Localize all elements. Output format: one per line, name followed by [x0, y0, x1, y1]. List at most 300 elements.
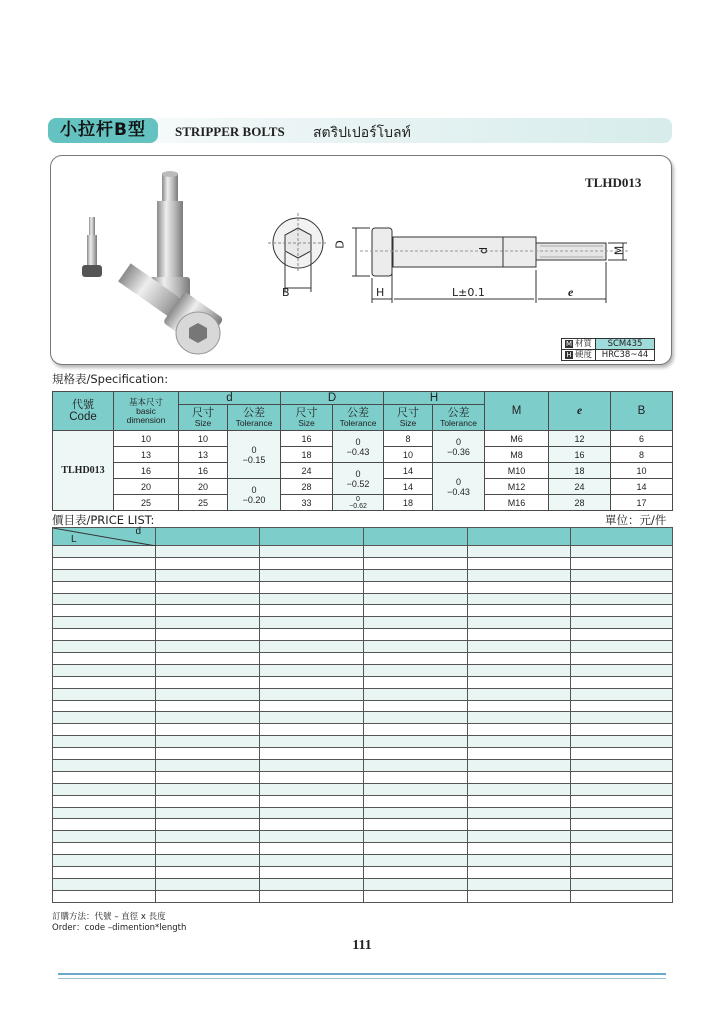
price-cell [364, 831, 468, 843]
header-H-size: 尺寸 Size [384, 405, 433, 431]
cell-d-size: 20 [179, 479, 228, 495]
price-cell [364, 557, 468, 569]
cell-basic: 13 [114, 447, 179, 463]
price-cell [468, 700, 571, 712]
dim-label-D: D [333, 240, 347, 249]
cell-d-tol: 0 −0.20 [228, 479, 281, 511]
price-cell [260, 867, 364, 879]
cell-basic: 16 [114, 463, 179, 479]
price-cell [468, 546, 571, 558]
price-cell [364, 819, 468, 831]
price-cell [53, 855, 156, 867]
price-cell [53, 676, 156, 688]
price-cell [364, 736, 468, 748]
price-cell [53, 878, 156, 890]
price-cell [260, 843, 364, 855]
spec-title: 規格表/Specification: [52, 372, 169, 386]
cell-D-size: 24 [281, 463, 333, 479]
product-photo [70, 165, 245, 355]
price-cell [156, 593, 260, 605]
header-H: H [384, 392, 485, 405]
spec-code: TLHD013 [53, 431, 114, 511]
price-header-cell [571, 528, 673, 546]
price-cell [364, 771, 468, 783]
price-header-row [53, 528, 673, 546]
price-cell [260, 676, 364, 688]
price-cell [364, 878, 468, 890]
price-row [53, 783, 673, 795]
price-cell [156, 605, 260, 617]
price-cell [364, 617, 468, 629]
price-cell [571, 736, 673, 748]
price-cell [571, 688, 673, 700]
price-cell [156, 855, 260, 867]
price-cell [260, 664, 364, 676]
price-cell [53, 557, 156, 569]
cell-D-tol: 0 −0.62 [333, 495, 384, 511]
price-cell [468, 629, 571, 641]
cell-B: 14 [611, 479, 673, 495]
price-cell [53, 807, 156, 819]
price-cell [571, 712, 673, 724]
cell-B: 17 [611, 495, 673, 511]
price-cell [571, 771, 673, 783]
price-cell [571, 783, 673, 795]
price-cell [571, 546, 673, 558]
order-method-en: Order：code –dimention*length [52, 923, 187, 933]
price-row [53, 819, 673, 831]
price-cell [364, 664, 468, 676]
price-cell [156, 581, 260, 593]
cell-M: M6 [485, 431, 549, 447]
price-cell [571, 819, 673, 831]
price-cell [364, 581, 468, 593]
price-cell [364, 629, 468, 641]
price-cell [53, 605, 156, 617]
cell-d-size: 10 [179, 431, 228, 447]
price-cell [571, 617, 673, 629]
price-cell [156, 878, 260, 890]
header-d-size: 尺寸 Size [179, 405, 228, 431]
cell-D-size: 16 [281, 431, 333, 447]
price-cell [156, 676, 260, 688]
price-cell [53, 867, 156, 879]
price-cell [468, 760, 571, 772]
price-cell [468, 641, 571, 653]
spec-table [52, 391, 673, 511]
cell-B: 6 [611, 431, 673, 447]
price-cell [468, 605, 571, 617]
price-cell [468, 712, 571, 724]
cell-d-size: 16 [179, 463, 228, 479]
hardness-label: 硬度 [575, 350, 593, 360]
price-cell [364, 569, 468, 581]
price-cell [260, 724, 364, 736]
price-cell [468, 890, 571, 902]
price-cell [364, 867, 468, 879]
price-cell [260, 546, 364, 558]
corner-label-d: d [135, 526, 141, 537]
price-cell [260, 771, 364, 783]
price-cell [468, 795, 571, 807]
price-cell [364, 807, 468, 819]
cell-D-tol: 0 −0.43 [333, 431, 384, 463]
cell-M: M10 [485, 463, 549, 479]
price-cell [571, 569, 673, 581]
price-row [53, 878, 673, 890]
price-cell [260, 736, 364, 748]
cell-basic: 20 [114, 479, 179, 495]
cell-d-tol: 0 −0.15 [228, 431, 281, 479]
cell-B: 10 [611, 463, 673, 479]
price-cell [468, 569, 571, 581]
header-code: 代號 Code [53, 392, 114, 431]
price-row [53, 855, 673, 867]
price-cell [156, 807, 260, 819]
price-row [53, 653, 673, 665]
price-cell [571, 831, 673, 843]
price-cell [260, 712, 364, 724]
price-row [53, 867, 673, 879]
cell-d-size: 13 [179, 447, 228, 463]
price-cell [364, 605, 468, 617]
title-english: STRIPPER BOLTS [175, 124, 285, 139]
price-cell [53, 760, 156, 772]
cell-basic: 25 [114, 495, 179, 511]
title-thai: สตริปเปอร์โบลท์ [313, 125, 411, 141]
price-cell [156, 641, 260, 653]
price-cell [260, 890, 364, 902]
price-row [53, 557, 673, 569]
price-cell [364, 700, 468, 712]
price-cell [260, 819, 364, 831]
price-cell [571, 855, 673, 867]
price-cell [156, 736, 260, 748]
price-cell [260, 748, 364, 760]
header-d-tol: 公差 Tolerance [228, 405, 281, 431]
price-row [53, 760, 673, 772]
cell-H-tol: 0 −0.36 [433, 431, 485, 463]
price-list-title: 價目表/PRICE LIST: [52, 513, 155, 527]
price-cell [260, 629, 364, 641]
price-cell [53, 546, 156, 558]
price-row [53, 700, 673, 712]
price-cell [364, 641, 468, 653]
price-cell [156, 653, 260, 665]
price-cell [156, 712, 260, 724]
price-cell [571, 890, 673, 902]
price-cell [468, 653, 571, 665]
price-cell [364, 855, 468, 867]
price-cell [53, 629, 156, 641]
price-cell [260, 878, 364, 890]
price-cell [468, 855, 571, 867]
price-cell [571, 748, 673, 760]
price-cell [53, 593, 156, 605]
price-cell [156, 867, 260, 879]
footer-rule [58, 973, 666, 975]
price-cell [53, 819, 156, 831]
price-cell [571, 878, 673, 890]
price-cell [156, 831, 260, 843]
dim-label-e: e [568, 285, 574, 299]
price-header-cell [156, 528, 260, 546]
price-cell [468, 807, 571, 819]
dim-label-d: d [476, 247, 490, 254]
material-value: SCM435 [596, 339, 655, 350]
price-cell [571, 629, 673, 641]
price-cell [156, 617, 260, 629]
price-cell [571, 795, 673, 807]
price-cell [364, 748, 468, 760]
price-cell [156, 795, 260, 807]
price-cell [468, 831, 571, 843]
price-cell [156, 819, 260, 831]
price-row [53, 581, 673, 593]
price-cell [571, 593, 673, 605]
cell-B: 8 [611, 447, 673, 463]
spec-row [53, 463, 673, 479]
price-cell [260, 700, 364, 712]
title-badge-cn: 小拉杆B型 [48, 118, 158, 143]
price-cell [260, 653, 364, 665]
price-cell [468, 676, 571, 688]
price-cell [571, 760, 673, 772]
spec-row [53, 495, 673, 511]
price-cell [364, 724, 468, 736]
price-cell [53, 771, 156, 783]
price-cell [468, 878, 571, 890]
price-cell [53, 795, 156, 807]
price-cell [468, 617, 571, 629]
price-corner-cell [53, 528, 156, 546]
price-cell [468, 771, 571, 783]
price-cell [53, 664, 156, 676]
price-unit: 單位：元/件 [605, 513, 667, 527]
dim-label-H: H [376, 286, 385, 299]
material-table [561, 338, 655, 361]
cell-M: M16 [485, 495, 549, 511]
price-row [53, 629, 673, 641]
cell-basic: 10 [114, 431, 179, 447]
price-cell [468, 664, 571, 676]
header-d: d [179, 392, 281, 405]
price-cell [571, 641, 673, 653]
cell-e: 18 [549, 463, 611, 479]
price-cell [468, 736, 571, 748]
price-cell [468, 843, 571, 855]
price-cell [468, 819, 571, 831]
price-row [53, 712, 673, 724]
price-cell [156, 664, 260, 676]
price-cell [53, 569, 156, 581]
cell-M: M12 [485, 479, 549, 495]
price-cell [468, 724, 571, 736]
price-cell [156, 760, 260, 772]
cell-e: 16 [549, 447, 611, 463]
price-row [53, 724, 673, 736]
hardness-icon: H [566, 351, 572, 359]
price-row [53, 843, 673, 855]
price-cell [571, 843, 673, 855]
price-cell [571, 653, 673, 665]
cell-D-size: 28 [281, 479, 333, 495]
price-cell [260, 641, 364, 653]
price-cell [468, 688, 571, 700]
price-cell [53, 617, 156, 629]
price-row [53, 617, 673, 629]
cell-e: 28 [549, 495, 611, 511]
cell-D-tol: 0 −0.52 [333, 463, 384, 495]
corner-label-L: L [71, 534, 77, 545]
price-cell [260, 795, 364, 807]
price-cell [260, 831, 364, 843]
price-header-cell [260, 528, 364, 546]
price-cell [156, 557, 260, 569]
material-icon: M [565, 340, 573, 348]
price-cell [53, 843, 156, 855]
price-cell [53, 700, 156, 712]
cell-H-size: 8 [384, 431, 433, 447]
dim-label-M: M [612, 245, 626, 256]
price-cell [156, 724, 260, 736]
price-cell [156, 700, 260, 712]
price-row [53, 641, 673, 653]
price-cell [364, 783, 468, 795]
price-cell [364, 890, 468, 902]
price-cell [571, 867, 673, 879]
price-cell [260, 581, 364, 593]
price-cell [53, 712, 156, 724]
price-cell [53, 783, 156, 795]
technical-drawing [255, 210, 645, 315]
price-row [53, 593, 673, 605]
price-cell [571, 700, 673, 712]
product-code-label: TLHD013 [585, 175, 642, 190]
price-cell [364, 843, 468, 855]
header-basic: 基本尺寸 basic dimension [114, 392, 179, 431]
header-e: e [549, 392, 611, 431]
cell-H-tol: 0 −0.43 [433, 463, 485, 511]
price-cell [53, 641, 156, 653]
price-cell [53, 724, 156, 736]
cell-D-size: 33 [281, 495, 333, 511]
price-row [53, 688, 673, 700]
price-cell [468, 557, 571, 569]
price-cell [260, 605, 364, 617]
price-row [53, 795, 673, 807]
price-cell [571, 724, 673, 736]
price-cell [260, 783, 364, 795]
price-cell [571, 676, 673, 688]
price-cell [260, 855, 364, 867]
dim-label-L: L±0.1 [452, 286, 485, 299]
price-row [53, 890, 673, 902]
price-cell [364, 712, 468, 724]
dim-label-B: B [282, 286, 290, 299]
price-row [53, 748, 673, 760]
header-D-size: 尺寸 Size [281, 405, 333, 431]
price-cell [468, 783, 571, 795]
cell-H-size: 10 [384, 447, 433, 463]
cell-H-size: 14 [384, 463, 433, 479]
price-row [53, 569, 673, 581]
price-cell [571, 807, 673, 819]
page-number: 111 [352, 938, 372, 953]
price-cell [571, 581, 673, 593]
price-cell [156, 569, 260, 581]
price-cell [364, 688, 468, 700]
price-cell [260, 688, 364, 700]
cell-H-size: 18 [384, 495, 433, 511]
header-D: D [281, 392, 384, 405]
price-cell [364, 653, 468, 665]
price-cell [156, 688, 260, 700]
price-cell [260, 569, 364, 581]
price-cell [53, 688, 156, 700]
cell-d-size: 25 [179, 495, 228, 511]
price-row [53, 736, 673, 748]
price-header-cell [468, 528, 571, 546]
price-cell [156, 546, 260, 558]
price-cell [260, 557, 364, 569]
price-row [53, 605, 673, 617]
price-row [53, 546, 673, 558]
price-cell [468, 748, 571, 760]
price-row [53, 831, 673, 843]
price-cell [156, 748, 260, 760]
price-cell [571, 605, 673, 617]
spec-row [53, 431, 673, 447]
price-cell [364, 546, 468, 558]
price-cell [468, 581, 571, 593]
cell-H-size: 14 [384, 479, 433, 495]
price-header-cell [364, 528, 468, 546]
price-cell [260, 593, 364, 605]
header-H-tol: 公差 Tolerance [433, 405, 485, 431]
price-cell [156, 783, 260, 795]
price-cell [364, 593, 468, 605]
material-label: 材質 [575, 339, 593, 349]
cell-e: 12 [549, 431, 611, 447]
price-cell [571, 557, 673, 569]
price-cell [364, 795, 468, 807]
header-M: M [485, 392, 549, 431]
price-cell [53, 831, 156, 843]
price-cell [53, 581, 156, 593]
price-cell [53, 748, 156, 760]
price-cell [53, 653, 156, 665]
price-cell [53, 736, 156, 748]
price-cell [156, 843, 260, 855]
price-cell [364, 676, 468, 688]
price-cell [53, 890, 156, 902]
price-row [53, 676, 673, 688]
price-table [52, 527, 673, 903]
price-cell [468, 867, 571, 879]
order-method-cn: 訂購方法：代號 – 直徑 x 長度 [52, 912, 166, 922]
price-cell [260, 617, 364, 629]
price-row [53, 807, 673, 819]
price-row [53, 771, 673, 783]
price-cell [156, 629, 260, 641]
price-cell [156, 890, 260, 902]
footer-rule-thin [58, 978, 666, 979]
cell-D-size: 18 [281, 447, 333, 463]
price-cell [156, 771, 260, 783]
header-D-tol: 公差 Tolerance [333, 405, 384, 431]
price-row [53, 664, 673, 676]
